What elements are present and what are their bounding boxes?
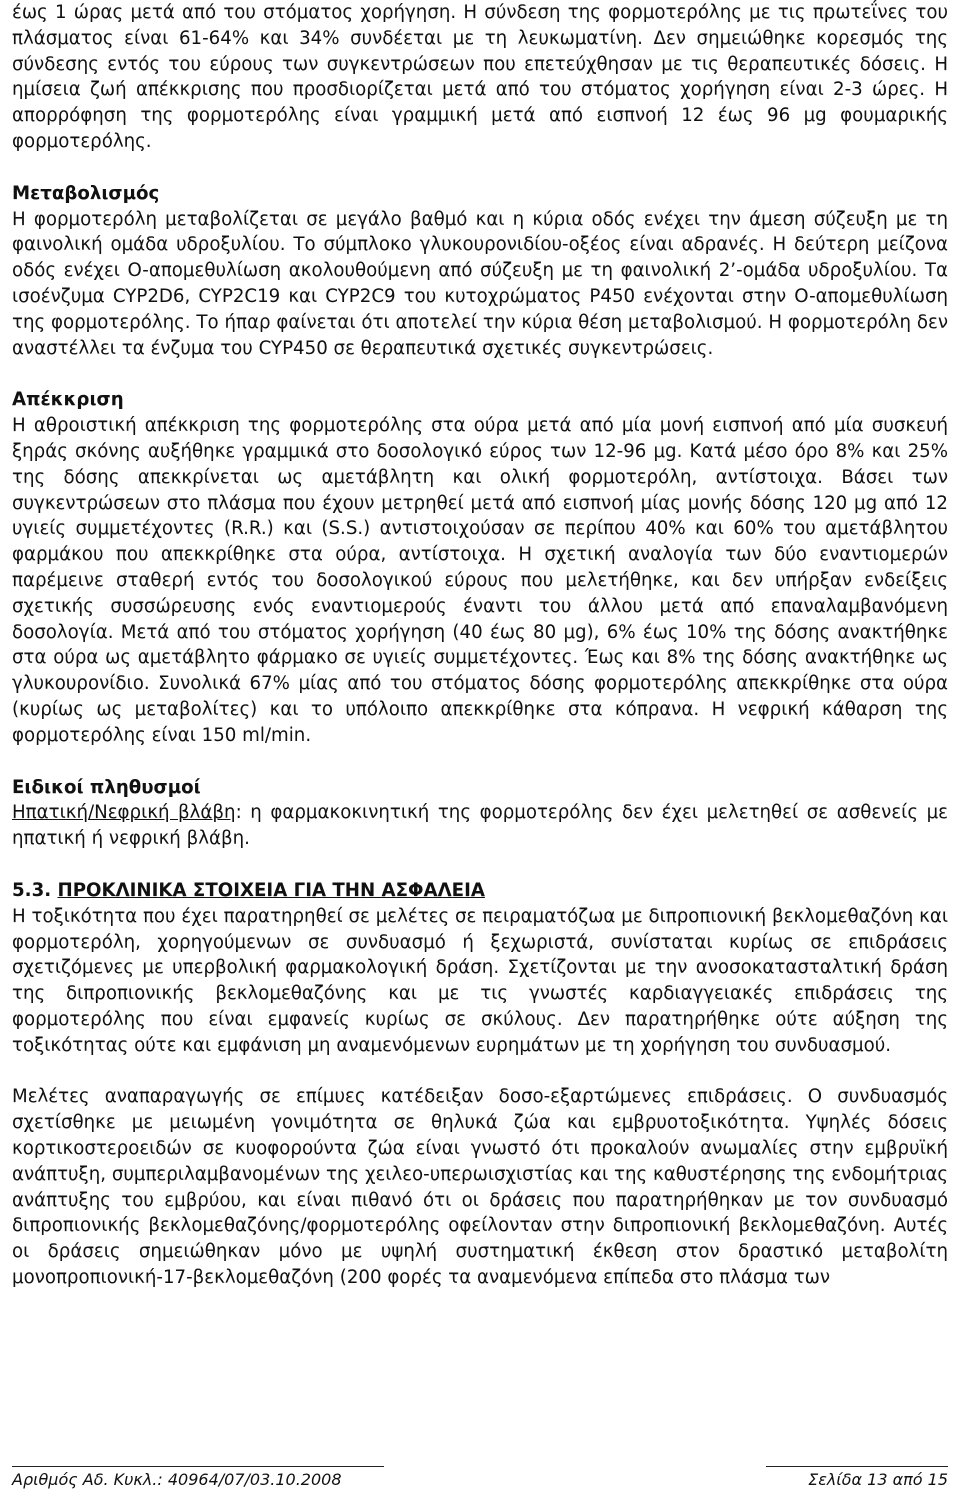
metabolism-paragraph: Η φορμοτερόλη μεταβολίζεται σε μεγάλο βαθμό και η κύρια οδός ενέχει την άμεση σύζευξη με τη φαινολική ομάδα υδροξυλίου. Το σύμπλοκο γλυκουρονιδίου-οξέος είναι αδρανές. Η δεύτερη μείζονα οδός ενέχει O-απομεθυλίωση ακολουθούμενη από σύζευξη με τη φαινολική 2’-ομάδα υδροξυλίου. Τα ισοένζυμα CYP2D6, CYP2C19 και CYP2C9 του κυτοχρώματος P450 ενέχονται στην O-απομεθυλίωση της φορμοτερόλης. Το ήπαρ φαίνεται ότι αποτελεί την κύρια θέση μεταβολισμού. Η φορμοτερόλη δεν αναστέλλει τα ένζυμα του CYP450 σε θεραπευτικά σχετικές συγκεντρώσεις. — [12, 208, 948, 359]
section-title: ΠΡΟΚΛΙΝΙΚΑ ΣΤΟΙΧΕΙΑ ΓΙΑ ΤΗΝ ΑΣΦΑΛΕΙΑ — [57, 879, 485, 901]
section-number: 5.3. — [12, 879, 52, 901]
page-footer — [12, 1466, 948, 1496]
document-page — [12, 0, 948, 1291]
special-populations-paragraph — [12, 800, 948, 852]
spacer — [12, 852, 948, 878]
excretion-heading: Απέκκριση — [12, 389, 124, 411]
preclinical-paragraph-1: Η τοξικότητα που έχει παρατηρηθεί σε μελέτες σε πειραματόζωα με διπροπιονική βεκλομεθαζόνη και φορμοτερόλη, χορηγούμενων σε συνδυασμό ή ξεχωριστά, συνίσταται κυρίως σε επιδράσεις σχετιζόμενες με υπερβολική φαρμακολογική δράση. Σχετίζονται με την ανοσοκατασταλτική δράση της διπροπιονικής βεκλομεθαζόνης και με τις γνωστές καρδιαγγειακές επιδράσεις της φορμοτερόλης που είναι εμφανείς κυρίως σε σκύλους. Δεν παρατηρήθηκε ούτε αύξηση της τοξικότητας ούτε και εμφάνιση μη αναμενόμενων ευρημάτων με τη χορήγηση του συνδυασμού. — [12, 905, 948, 1056]
spacer — [12, 361, 948, 387]
metabolism-heading: Μεταβολισμός — [12, 182, 160, 204]
license-number: Αριθμός Αδ. Κυκλ.: 40964/07/03.10.2008 — [12, 1470, 342, 1489]
section-heading — [12, 878, 948, 904]
footer-divider — [12, 1466, 384, 1467]
intro-paragraph: έως 1 ώρας μετά από του στόματος χορήγηση. Η σύνδεση της φορμοτερόλης με τις πρωτεΐνες του πλάσματος είναι 61-64% και 34% συνδέεται με τη λευκωματίνη. Δεν σημειώθηκε κορεσμός της σύνδεσης εντός του εύρους των συγκεντρώσεων που επετεύχθησαν με τις θεραπευτικές δόσεις. Η ημίσεια ζωή απέκκρισης που προσδιορίζεται μετά από του στόματος χορήγηση είναι 2-3 ώρες. Η απορρόφηση της φορμοτερόλης είναι γραμμική μετά από εισπνοή 12 έως 96 μg φουμαρικής φορμοτερόλης. — [12, 2, 948, 152]
spacer — [12, 155, 948, 181]
special-populations-heading: Ειδικοί πληθυσμοί — [12, 776, 201, 798]
footer-divider — [766, 1466, 948, 1467]
spacer — [12, 1058, 948, 1084]
excretion-paragraph: Η αθροιστική απέκκριση της φορμοτερόλης στα ούρα μετά από μία μονή εισπνοή από μία συσκευή ξηράς σκόνης αυξήθηκε γραμμικά στο δοσολογικό εύρος των 12-96 μg. Κατά μέσο όρο 8% και 25% της δόσης απεκκρίνεται ως αμετάβλητη και ολική φορμοτερόλη, αντίστοιχα. Βάσει των συγκεντρώσεων στο πλάσμα που έχουν μετρηθεί μετά από εισπνοή μίας μονής δόσης 120 μg από 12 υγιείς συμμετέχοντες (R.R.) και (S.S.) αντιστοιχούσαν σε περίπου 40% και 60% του αμετάβλητου φαρμάκου που απεκκρίθηκε στα ούρα, αντίστοιχα. Η σχετική αναλογία των δύο εναντιομερών παρέμεινε σταθερή εντός του δοσολογικού εύρους που μελετήθηκε, και δεν υπήρξαν ενδείξεις σχετικής συσσώρευσης ενός εναντιομερούς έναντι του άλλου μετά από επαναλαμβανόμενη δοσολογία. Μετά από του στόματος χορήγηση (40 έως 80 μg), 6% έως 10% της δόσης ανακτήθηκε στα ούρα ως αμετάβλητο φάρμακο σε υγιείς συμμετέχοντες. Έως και 8% της δόσης ανακτήθηκε ως γλυκουρονίδιο. Συνολικά 67% μίας από του στόματος δόσης φορμοτερόλης απεκκρίθηκε στα ούρα (κυρίως ως μεταβολίτες) και το υπόλοιπο απεκκρίθηκε στα κόπρανα. Η νεφρική κάθαρση της φορμοτερόλης είναι 150 ml/min. — [12, 415, 948, 746]
page-number: Σελίδα 13 από 15 — [808, 1470, 948, 1489]
spacer — [12, 749, 948, 775]
preclinical-paragraph-2: Μελέτες αναπαραγωγής σε επίμυες κατέδειξαν δοσο-εξαρτώμενες επιδράσεις. Ο συνδυασμός σχετίσθηκε με μειωμένη γονιμότητα σε θηλυκά ζώα και εμβρυοτοξικότητα. Υψηλές δόσεις κορτικοστεροειδών σε κυοφορούντα ζώα είναι γνωστό ότι προκαλούν ανωμαλίες στην εμβρυϊκή ανάπτυξη, συμπεριλαμβανομένων της χειλεο-υπερωισχιστίας και της καθυστέρησης της ενδομήτριας ανάπτυξης του εμβρύου, και είναι πιθανό ότι οι δράσεις που παρατηρήθηκαν με τον συνδυασμό διπροπιονικής βεκλομεθαζόνης/φορμοτερόλης οφείλονταν στην διπροπιονική βεκλομεθαζόνη. Αυτές οι δράσεις σημειώθηκαν μόνο με υψηλή συστηματική έκθεση στον δραστικό μεταβολίτη μονοπροπιονική-17-βεκλομεθαζόνη (200 φορές τα αναμενόμενα επίπεδα στο πλάσμα των — [12, 1086, 948, 1289]
hepatic-renal-label: Ηπατική/Νεφρική βλάβη — [12, 802, 236, 824]
hepatic-renal-text: : η φαρμακοκινητική της φορμοτερόλης δεν έχει μελετηθεί σε ασθενείς με ηπατική ή νεφρική βλάβη. — [12, 802, 948, 850]
